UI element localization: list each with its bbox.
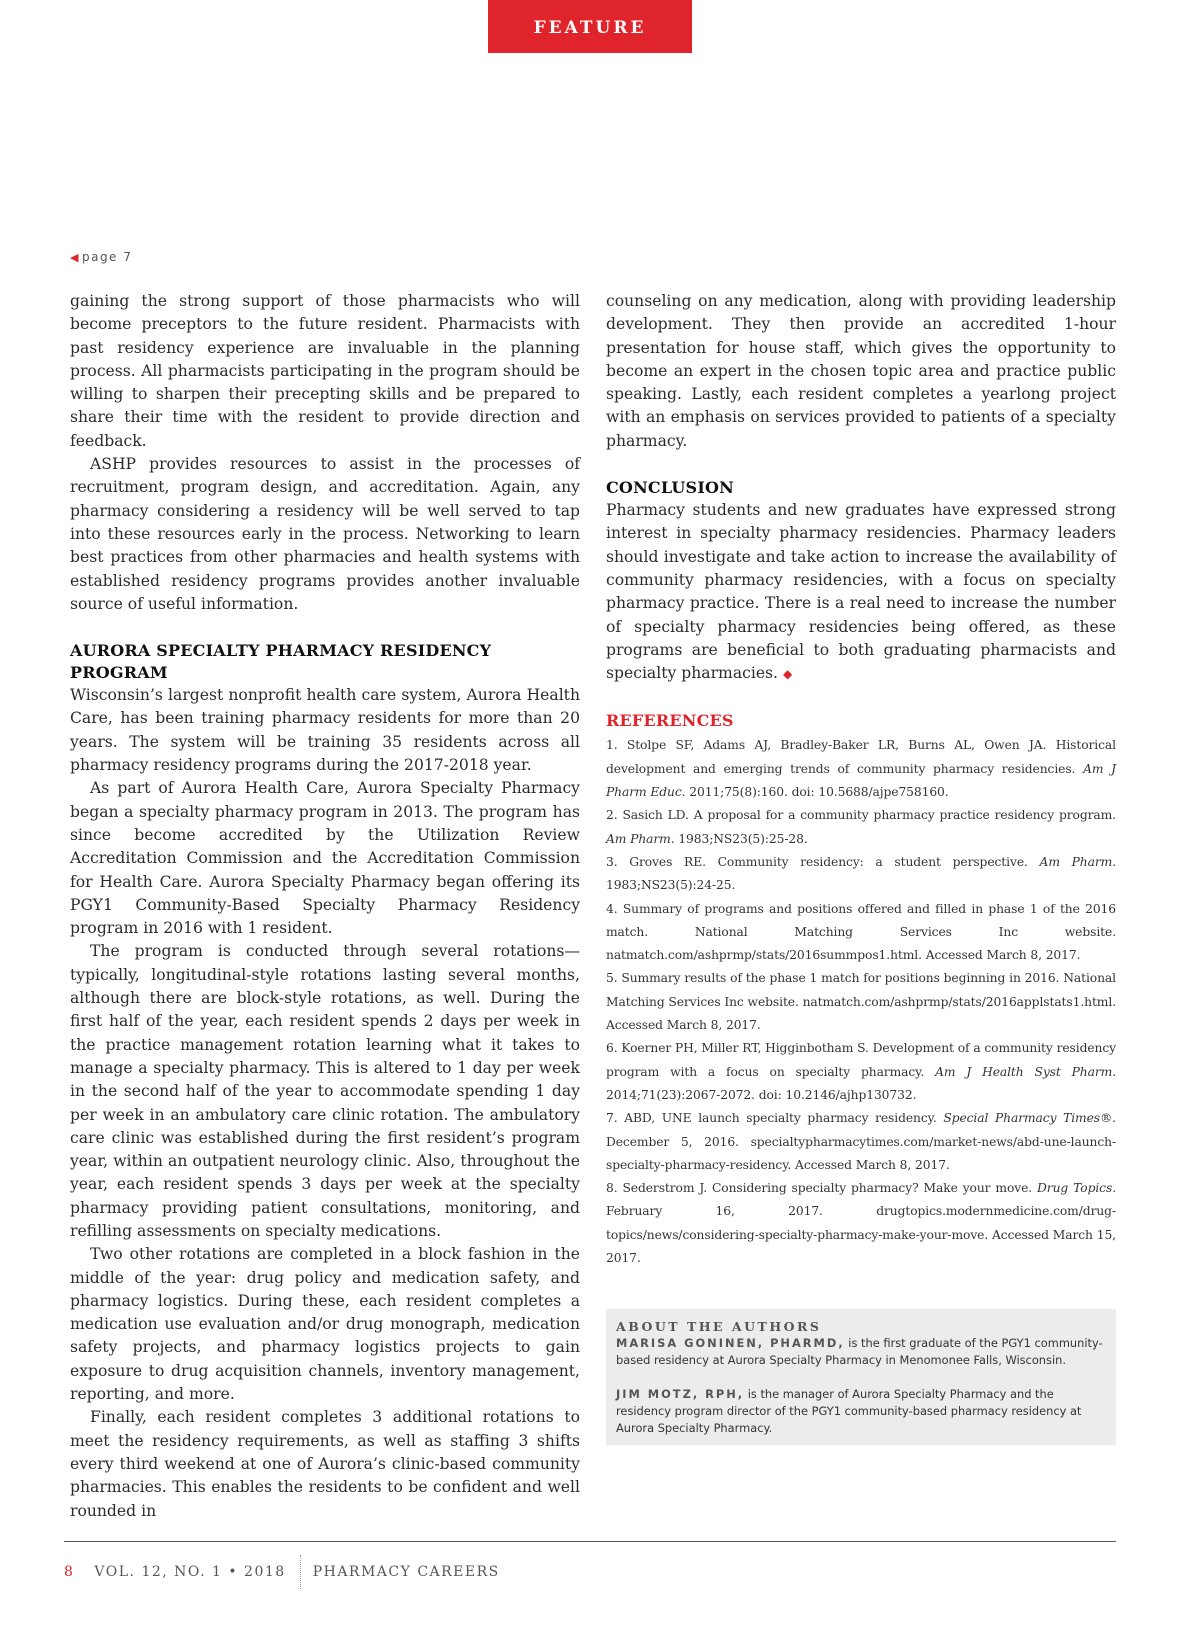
reference-text: 1. Stolpe SF, Adams AJ, Bradley-Baker LR, Burns AL, Owen JA. Historical development and emerging trends of community pharmacy residencies.	[606, 738, 1116, 776]
reference-journal: Drug Topics	[1037, 1181, 1113, 1196]
references-heading: REFERENCES	[606, 711, 734, 731]
paragraph: As part of Aurora Health Care, Aurora Specialty Pharmacy began a specialty pharmacy program in 2013. The program has since become accredited by the Utilization Review Accreditation Commission and the Accreditation Commission for Health Care. Aurora Specialty Pharmacy began offering its PGY1 Community-Based Specialty Pharmacy Residency program in 2016 with 1 resident.	[70, 779, 580, 938]
page-number: 8	[64, 1564, 75, 1580]
author-entry	[616, 1386, 1106, 1437]
reference-text: 8. Sederstrom J. Considering specialty pharmacy? Make your move.	[606, 1181, 1038, 1196]
reference-journal: Am J Health Syst Pharm	[935, 1064, 1113, 1079]
section-label: FEATURE	[488, 0, 692, 53]
reference-item	[606, 851, 1116, 898]
reference-text: 6. Koerner PH, Miller RT, Higginbotham S. Development of a community residency program with a focus on specialty pharmacy.	[606, 1041, 1116, 1079]
reference-tail: ®. December 5, 2016. specialtypharmacytimes.com/market-news/abd-une-launch-specialty-pharmacy-residency. Accessed March 8, 2017.	[606, 1111, 1116, 1172]
end-diamond-icon: ◆	[783, 667, 793, 682]
reference-tail: . February 16, 2017. drugtopics.modernmedicine.com/drug-topics/news/considering-specialty-pharmacy-make-your-move. Accessed March 15, 2017.	[606, 1181, 1116, 1265]
reference-tail: . 1983;NS23(5):24-25.	[606, 854, 1116, 893]
paragraph: The program is conducted through several rotations—typically, longitudinal-style rotations lasting several months, although there are block-style rotations, as well. During the first half of the year, each resident spends 2 days per week in the practice management rotation learning what it takes to manage a specialty pharmacy. This is altered to 1 day per week in the second half of the year to accommodate spending 1 day per week in an ambulatory care clinic rotation. The ambulatory care clinic was established during the first resident’s program year, within an outpatient neurology clinic. Also, throughout the year, each resident spends 3 days per week at the specialty pharmacy providing patient consultations, monitoring, and refilling assessments on specialty medications.	[70, 942, 580, 1240]
paragraph: gaining the strong support of those pharmacists who will become preceptors to the future resident. Pharmacists with past residency experience are invaluable in the planning process. All pharmacists participating in the program should be willing to sharpen their precepting skills and be prepared to share their time with the resident to provide direction and feedback.	[70, 292, 580, 450]
author-bio: is the first graduate of the PGY1 community-based residency at Aurora Specialty Pharmacy in Menomonee Falls, Wisconsin.	[616, 1336, 1103, 1367]
paragraph: ASHP provides resources to assist in the processes of recruitment, program design, and accreditation. Again, any pharmacy considering a residency will be well served to tap into these resources early in the process. Networking to learn best practices from other pharmacies and health systems with established residency programs provides another invaluable source of useful information.	[70, 455, 580, 613]
paragraph: Finally, each resident completes 3 additional rotations to meet the residency requirements, as well as staffing 3 shifts every third weekend at one of Aurora’s clinic-based community pharmacies. This enables the residents to be confident and well rounded in	[70, 1408, 580, 1520]
reference-text: 2. Sasich LD. A proposal for a community pharmacy practice residency program.	[606, 808, 1116, 823]
reference-tail: . 1983;NS23(5):25-28.	[670, 831, 808, 846]
reference-item	[606, 967, 1116, 1037]
reference-text: 7. ABD, UNE launch specialty pharmacy residency.	[606, 1111, 944, 1126]
footer-divider	[300, 1555, 301, 1589]
reference-journal: Am Pharm	[606, 831, 671, 846]
reference-item	[606, 734, 1116, 804]
reference-text: 4. Summary of programs and positions offered and filled in phase 1 of the 2016 match. National Matching Services Inc website. natmatch.com/ashprmp/stats/2016summpos1.html. Accessed March 8, 2017.	[606, 901, 1116, 963]
reference-item	[606, 1107, 1116, 1177]
about-authors-title: ABOUT THE AUTHORS	[616, 1319, 822, 1334]
reference-tail: . 2011;75(8):160. doi: 10.5688/ajpe758160.	[681, 785, 949, 800]
footer-rule	[64, 1541, 1116, 1542]
reference-journal: Am Pharm	[1039, 854, 1113, 869]
conclusion-text: Pharmacy students and new graduates have expressed strong interest in specialty pharmacy residencies. Pharmacy leaders should investigate and take action to increase the availability of community pharmacy residencies, with a focus on specialty pharmacy practice. There is a real need to increase the number of specialty pharmacy residencies being offered, as these programs are beneficial to both graduating pharmacists and specialty pharmacies.	[606, 501, 1116, 683]
left-triangle-icon: ◀	[70, 251, 80, 264]
reference-item	[606, 1177, 1116, 1270]
author-bio: is the manager of Aurora Specialty Pharmacy and the residency program director of the PGY1 community-based pharmacy residency at Aurora Specialty Pharmacy.	[616, 1387, 1082, 1435]
author-name: MARISA GONINEN, PHARMD,	[616, 1336, 845, 1350]
paragraph: Two other rotations are completed in a block fashion in the middle of the year: drug policy and medication safety, and pharmacy logistics. During these, each resident completes a medication use evaluation and/or drug monograph, medication safety projects, and pharmacy logistics projects to gain exposure to drug acquisition channels, inventory management, reporting, and more.	[70, 1245, 580, 1404]
author-name: JIM MOTZ, RPH,	[616, 1387, 745, 1401]
reference-journal: Special Pharmacy Times	[943, 1111, 1100, 1126]
continued-label: page 7	[81, 250, 133, 264]
conclusion-paragraph	[606, 499, 1116, 686]
paragraph: Wisconsin’s largest nonprofit health care system, Aurora Health Care, has been training pharmacy residents for more than 20 years. The system will be training 35 residents across all pharmacy residency programs during the 2017-2018 year.	[70, 686, 580, 775]
issue-info: VOL. 12, NO. 1 • 2018	[94, 1564, 286, 1580]
page-footer	[64, 1557, 500, 1587]
author-entry	[616, 1335, 1106, 1369]
right-column	[606, 290, 1116, 1270]
reference-item	[606, 804, 1116, 851]
about-authors-box	[606, 1309, 1116, 1445]
reference-tail: . 2014;71(23):2067-2072. doi: 10.2146/ajhp130732.	[606, 1064, 1116, 1102]
continued-from-marker	[70, 250, 132, 264]
section-heading: AURORA SPECIALTY PHARMACY RESIDENCY PROGRAM	[70, 641, 492, 683]
reference-text: 3. Groves RE. Community residency: a student perspective.	[606, 854, 1040, 869]
paragraph: counseling on any medication, along with providing leadership development. They then provide an accredited 1-hour presentation for house staff, which gives the opportunity to become an expert in the chosen topic area and practice public speaking. Lastly, each resident completes a yearlong project with an emphasis on services provided to patients of a specialty pharmacy.	[606, 292, 1116, 450]
reference-text: 5. Summary results of the phase 1 match for positions beginning in 2016. National Matching Services Inc website. natmatch.com/ashprmp/stats/2016applstats1.html. Accessed March 8, 2017.	[606, 971, 1117, 1033]
left-column	[70, 290, 580, 1523]
reference-item	[606, 1037, 1116, 1107]
reference-journal: Am J Pharm Educ	[606, 761, 1116, 800]
references-list	[606, 734, 1116, 1270]
reference-item	[606, 898, 1116, 968]
conclusion-heading: CONCLUSION	[606, 478, 734, 498]
publication-name: PHARMACY CAREERS	[312, 1564, 500, 1580]
